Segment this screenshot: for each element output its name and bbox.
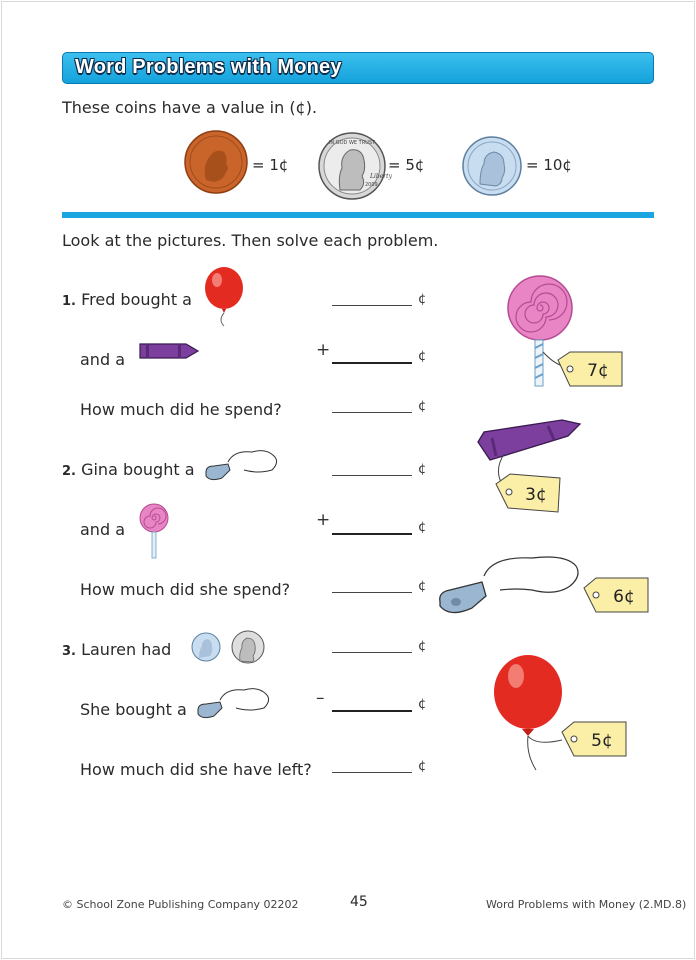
whistle-icon [196, 686, 272, 722]
cent-sign: ¢ [418, 579, 427, 594]
cent-sign: ¢ [418, 520, 427, 535]
minus-sign: – [316, 688, 325, 708]
crayon-icon [138, 340, 200, 362]
problem-text: Gina bought a [81, 460, 195, 479]
title-bar [62, 52, 654, 84]
nickel-year: 2009 [365, 182, 378, 188]
answer-line[interactable] [332, 772, 412, 773]
price-tag [582, 574, 652, 616]
price-tag-label: 7¢ [587, 361, 609, 381]
dime-value: = 10¢ [526, 156, 572, 174]
problem-1-line-1 [62, 290, 192, 309]
section-divider [62, 212, 654, 218]
problem-3-line-3: How much did she have left? [80, 760, 312, 779]
intro-text: These coins have a value in (¢). [62, 98, 318, 117]
cent-sign: ¢ [418, 462, 427, 477]
price-tag-label: 3¢ [525, 485, 547, 505]
answer-line[interactable] [332, 533, 412, 535]
answer-line[interactable] [332, 305, 412, 306]
price-tag [560, 720, 630, 760]
problem-2-line-1 [62, 460, 195, 479]
problem-3-line-1 [62, 640, 171, 659]
whistle-icon [204, 448, 280, 484]
cent-sign: ¢ [418, 697, 427, 712]
problem-1-line-3: How much did he spend? [80, 400, 282, 419]
answer-line[interactable] [332, 652, 412, 653]
plus-sign: + [316, 340, 331, 360]
cent-sign: ¢ [418, 639, 427, 654]
price-tag [556, 350, 626, 390]
balloon-icon [202, 266, 246, 330]
answer-line[interactable] [332, 475, 412, 476]
cent-sign: ¢ [418, 399, 427, 414]
answer-line[interactable] [332, 412, 412, 413]
nickel-motto: IN GOD WE TRUST [328, 140, 376, 146]
problem-3-line-2: She bought a [80, 700, 187, 719]
price-tag-label: 5¢ [591, 731, 613, 751]
page-title: Word Problems with Money [75, 56, 342, 78]
problem-number: 3. [62, 644, 76, 659]
problem-number: 2. [62, 464, 76, 479]
price-tag-label: 6¢ [613, 587, 635, 607]
coins-icon [190, 630, 274, 666]
answer-line[interactable] [332, 362, 412, 364]
cent-sign: ¢ [418, 349, 427, 364]
plus-sign: + [316, 510, 331, 530]
nickel-liberty: Liberty [370, 173, 392, 180]
footer-standard: Word Problems with Money (2.MD.8) [486, 898, 687, 911]
footer-copyright: © School Zone Publishing Company 02202 [62, 898, 299, 911]
penny-value: = 1¢ [252, 156, 289, 174]
nickel-icon [318, 132, 392, 200]
instructions-text: Look at the pictures. Then solve each problem. [62, 231, 439, 250]
lollipop-icon [138, 502, 174, 562]
problem-number: 1. [62, 294, 76, 309]
price-tag [494, 470, 564, 516]
cent-sign: ¢ [418, 759, 427, 774]
problem-2-line-3: How much did she spend? [80, 580, 291, 599]
dime-icon [462, 136, 522, 196]
page-number: 45 [350, 894, 368, 910]
cent-sign: ¢ [418, 292, 427, 307]
problem-text: Fred bought a [81, 290, 192, 309]
problem-1-line-2: and a [80, 350, 125, 369]
problem-text: Lauren had [81, 640, 172, 659]
answer-line[interactable] [332, 710, 412, 712]
problem-2-line-2: and a [80, 520, 125, 539]
penny-icon [184, 130, 248, 194]
answer-line[interactable] [332, 592, 412, 593]
nickel-value: = 5¢ [388, 156, 425, 174]
